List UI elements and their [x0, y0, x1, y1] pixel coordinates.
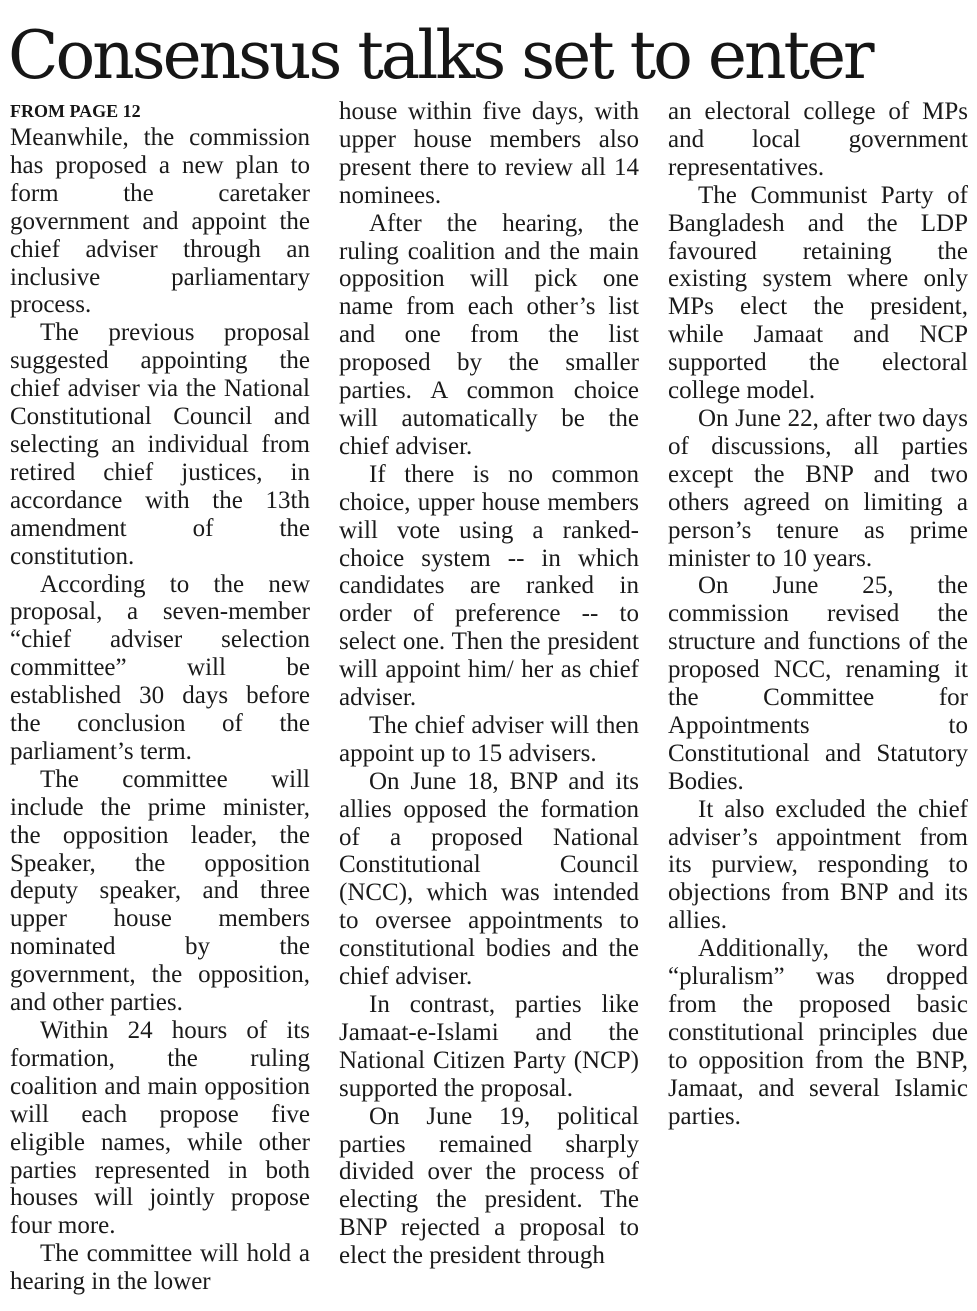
paragraph: On June 18, BNP and its allies opposed the formation of a proposed National Constitutional Council (NCC), which was intended to oversee appointments to constitutional bodies and the chief adviser. [339, 767, 639, 991]
paragraph: If there is no common choice, upper house members will vote using a ranked-choice system -- in which candidates are ranked in order of preference -- to select one. Then the president will appoint him/ her as chief adviser. [339, 460, 639, 712]
paragraph: house within five days, with upper house members also present there to review all 14 nominees. [339, 98, 639, 209]
paragraph: On June 19, political parties remained sharply divided over the process of electing the president. The BNP rejected a proposal to elect the president through [339, 1102, 639, 1270]
paragraph: Meanwhile, the commission has proposed a new plan to form the caretaker government and appoint the chief adviser through an inclusive parliamentary process. [10, 124, 310, 319]
paragraph: The previous proposal suggested appointing the chief adviser via the National Constitutional Council and selecting an individual from retired chief justices, in accordance with the 13th amendment of the constitution. [10, 319, 310, 570]
article-column-3 [668, 98, 968, 1131]
headline: Consensus talks set to enter [8, 17, 872, 94]
paragraph: According to the new proposal, a seven-member “chief adviser selection committee” will be established 30 days before the conclusion of the parliament’s term. [10, 570, 310, 765]
jump-label: FROM PAGE 12 [10, 101, 141, 121]
paragraph: In contrast, parties like Jamaat-e-Islami and the National Citizen Party (NCP) supported the proposal. [339, 991, 639, 1102]
paragraph: Additionally, the word “pluralism” was dropped from the proposed basic constitutional principles due to opposition from the BNP, Jamaat, and several Islamic parties. [668, 935, 968, 1130]
paragraph: The chief adviser will then appoint up to 15 advisers. [339, 711, 639, 767]
paragraph: It also excluded the chief adviser’s appointment from its purview, responding to objections from BNP and its allies. [668, 795, 968, 935]
paragraph: Within 24 hours of its formation, the ruling coalition and main opposition will each propose five eligible names, while other parties represented in both houses will jointly propose four more. [10, 1017, 310, 1240]
article-column-1 [10, 98, 310, 1296]
paragraph: The committee will hold a hearing in the lower [10, 1240, 310, 1296]
paragraph: The committee will include the prime minister, the opposition leader, the Speaker, the opposition deputy speaker, and three upper house members nominated by the government, the opposition, and other parties. [10, 765, 310, 1017]
paragraph: an electoral college of MPs and local government representatives. [668, 98, 968, 181]
article-column-2 [339, 98, 639, 1270]
paragraph: On June 25, the commission revised the structure and functions of the proposed NCC, renaming it the Committee for Appointments to Constitutional and Statutory Bodies. [668, 572, 968, 795]
paragraph: The Communist Party of Bangladesh and the LDP favoured retaining the existing system where only MPs elect the president, while Jamaat and NCP supported the electoral college model. [668, 181, 968, 405]
paragraph: After the hearing, the ruling coalition and the main opposition will pick one name from each other’s list and one from the list proposed by the smaller parties. A common choice will automatically be the chief adviser. [339, 209, 639, 460]
paragraph: On June 22, after two days of discussions, all parties except the BNP and two others agreed on limiting a person’s tenure as prime minister to 10 years. [668, 404, 968, 572]
